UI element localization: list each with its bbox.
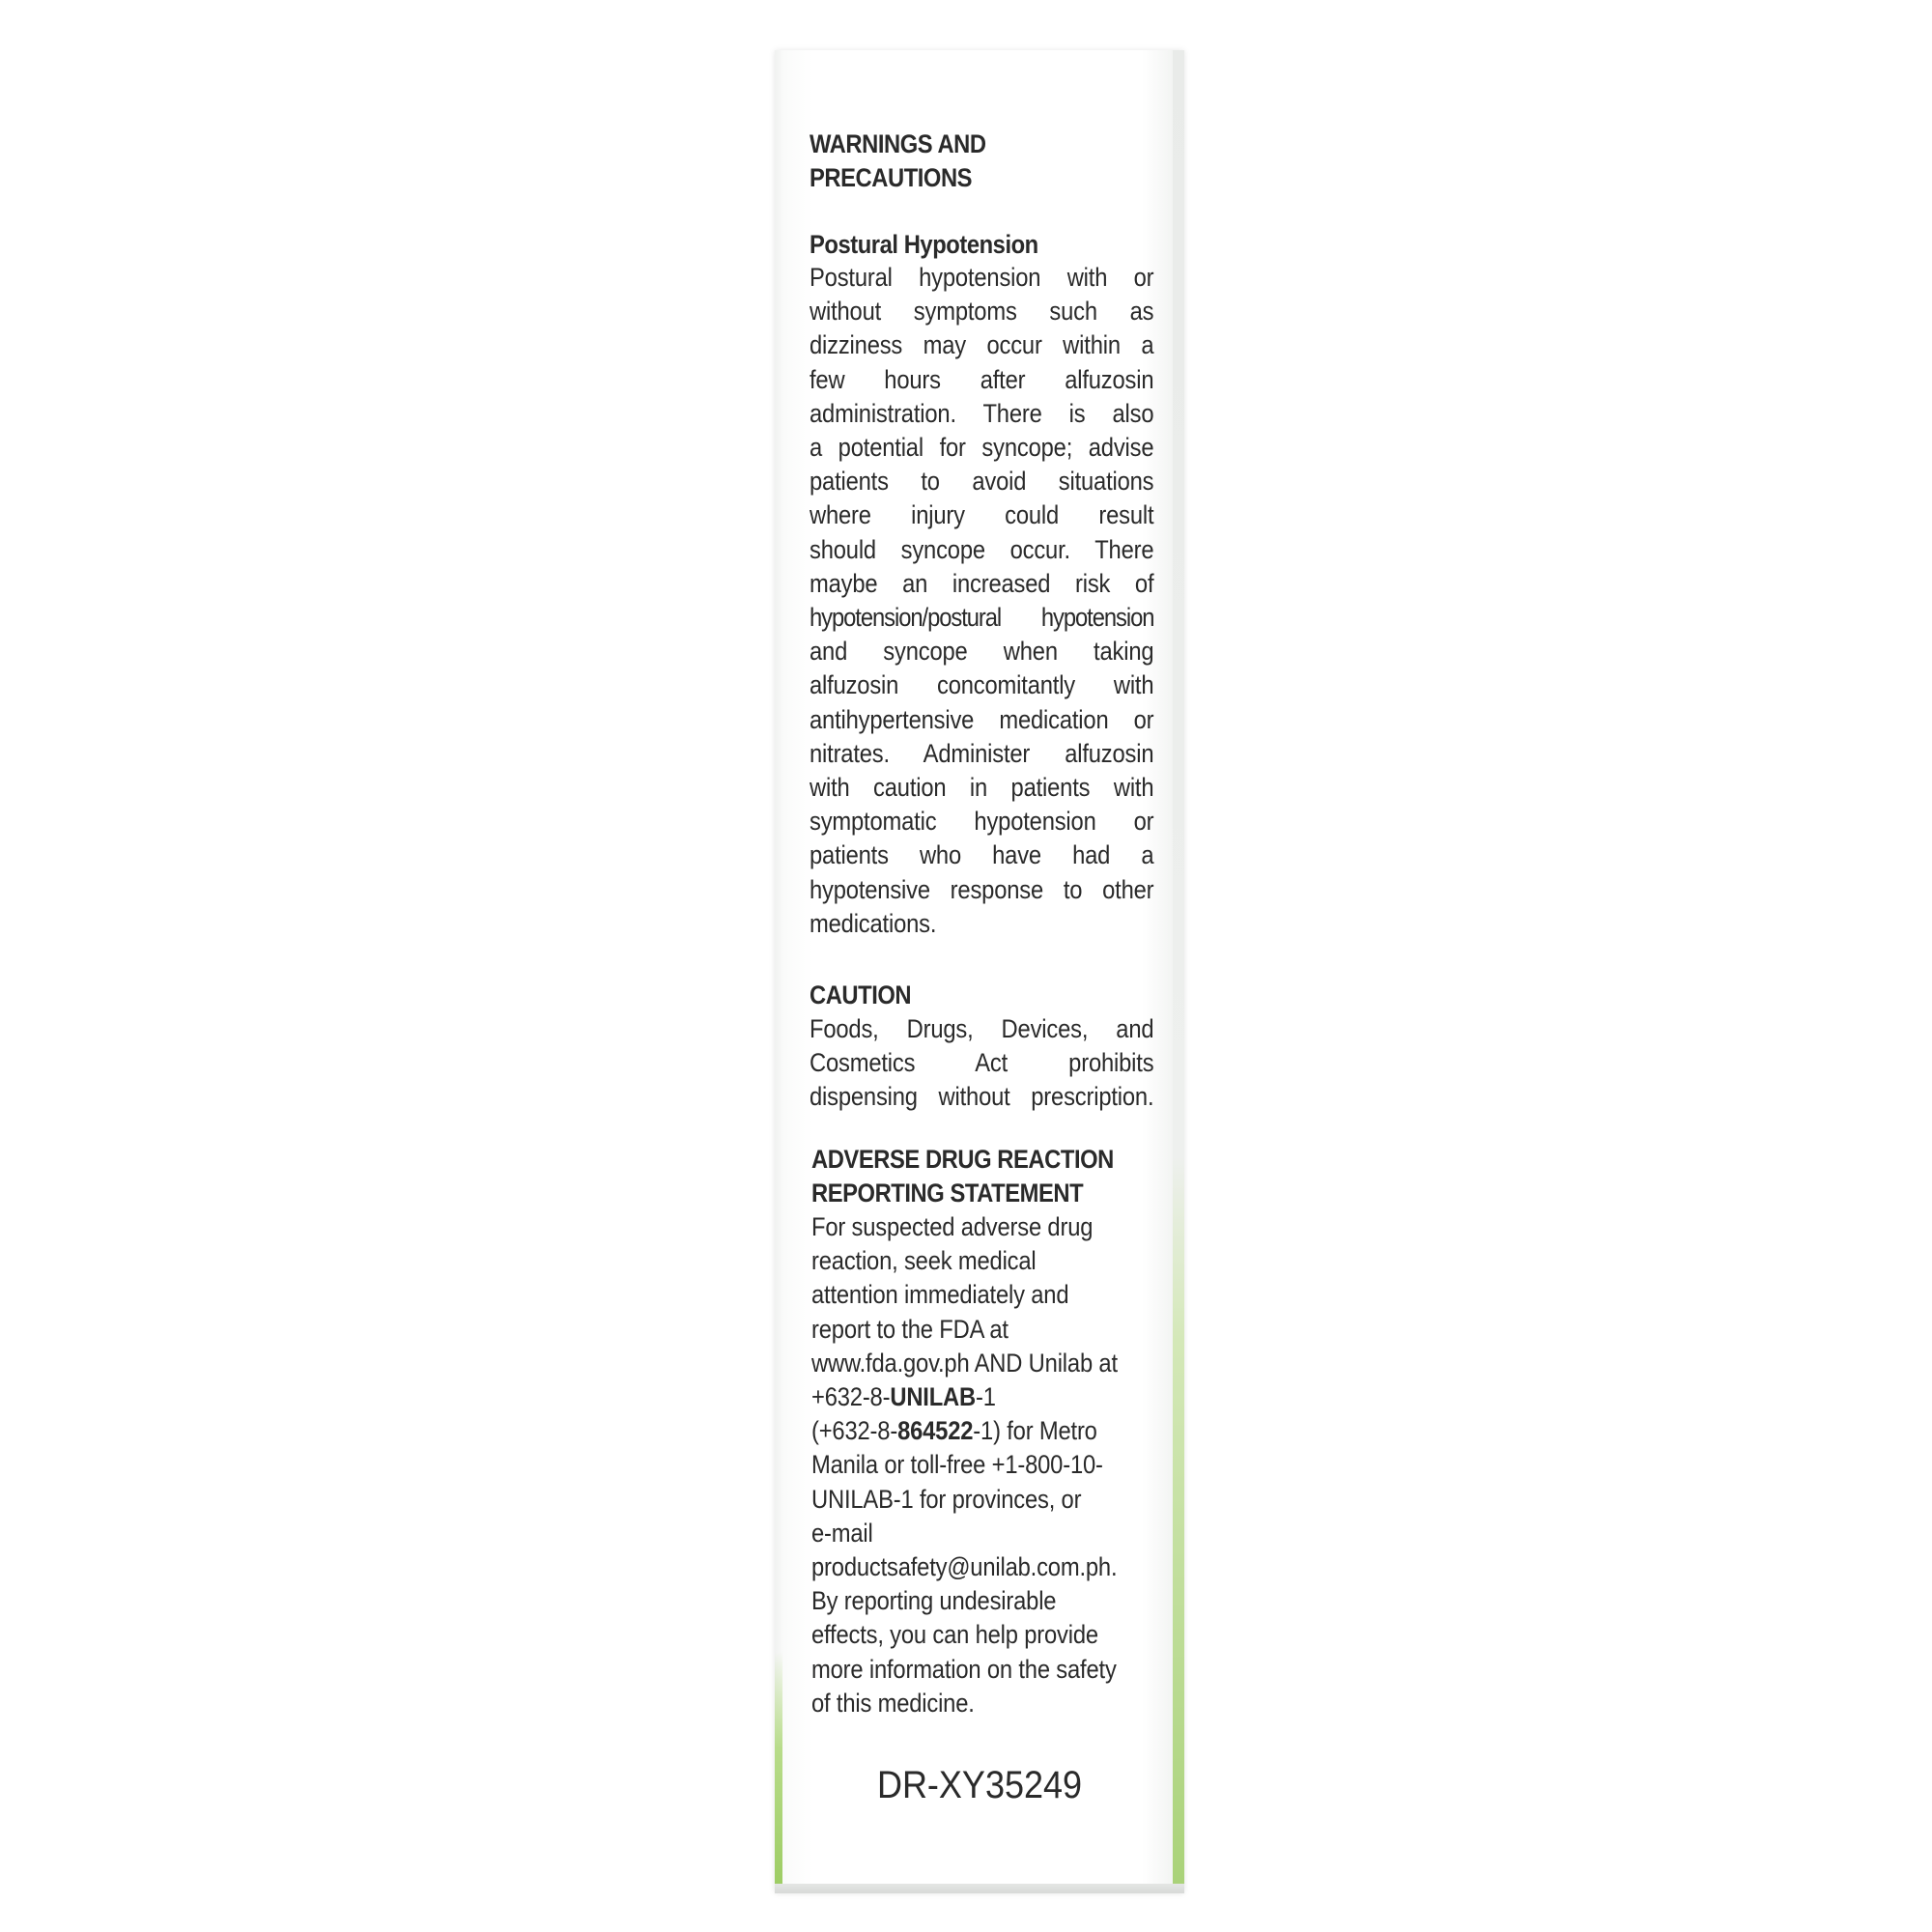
warnings-line: Postural hypotension with or	[810, 263, 1154, 292]
adr-heading	[811, 1143, 1155, 1210]
box-green-accent	[775, 1652, 782, 1893]
warnings-line: symptomatic hypotension or	[810, 807, 1154, 837]
adr-line: report to the FDA at	[811, 1314, 1009, 1344]
adr-phone-suffix: -1	[976, 1382, 996, 1412]
adr-line: more information on the safety	[811, 1654, 1117, 1684]
adr-line: effects, you can help provide	[811, 1620, 1098, 1650]
adr-line: By reporting undesirable	[811, 1586, 1057, 1616]
warnings-line: patients who have had a	[810, 840, 1154, 870]
adr-phone-numeric-suffix: -1) for Metro	[973, 1416, 1097, 1446]
adr-line: Manila or toll-free +1-800-10-	[811, 1450, 1103, 1480]
warnings-line: patients to avoid situations	[810, 467, 1154, 497]
caution-heading: CAUTION	[810, 980, 912, 1009]
warnings-heading	[810, 128, 1153, 195]
warnings-line: and syncope when taking	[810, 637, 1154, 667]
warnings-line: medications.	[810, 908, 937, 938]
adr-body	[811, 1210, 1155, 1720]
warnings-line: maybe an increased risk of	[810, 568, 1154, 598]
caution-line: Cosmetics Act prohibits	[810, 1048, 1154, 1078]
warnings-line: antihypertensive medication or	[810, 704, 1154, 734]
caution-line: Foods, Drugs, Devices, and	[810, 1014, 1154, 1043]
postural-hypotension-subheading: Postural Hypotension	[810, 230, 1038, 259]
adr-phone-line	[811, 1380, 1155, 1414]
caution-body	[810, 1012, 1153, 1115]
adr-line: attention immediately and	[811, 1280, 1069, 1310]
warnings-line: administration. There is also	[810, 398, 1154, 428]
warnings-line: without symptoms such as	[810, 297, 1154, 327]
adr-phone-numeric-prefix: (+632-8-	[811, 1416, 898, 1446]
warnings-body	[810, 261, 1153, 941]
adr-phone-numeric-bold: 864522	[897, 1416, 974, 1446]
adr-line: of this medicine.	[811, 1688, 975, 1718]
box-right-edge	[1173, 50, 1184, 1893]
warnings-heading-line1: WARNINGS AND	[810, 129, 986, 158]
warnings-line: alfuzosin concomitantly with	[810, 670, 1154, 700]
warnings-line: where injury could result	[810, 500, 1154, 530]
box-bottom-edge	[775, 1884, 1184, 1893]
adr-phone-bold: UNILAB	[890, 1382, 977, 1412]
warnings-line: hypotensive response to other	[810, 874, 1154, 904]
warnings-line: with caution in patients with	[810, 773, 1154, 803]
adr-heading-line2: REPORTING STATEMENT	[811, 1179, 1084, 1208]
warnings-line: hypotension/postural hypotension	[810, 603, 1154, 633]
warnings-line: dizziness may occur within a	[810, 330, 1154, 360]
adr-line: e-mail	[811, 1518, 873, 1548]
adr-phone-numeric-line	[811, 1414, 1155, 1448]
warnings-line: a potential for syncope; advise	[810, 433, 1154, 463]
adr-heading-line1: ADVERSE DRUG REACTION	[811, 1145, 1114, 1174]
caution-line: dispensing without prescription.	[810, 1082, 1154, 1112]
warnings-heading-line2: PRECAUTIONS	[810, 163, 973, 192]
adr-line: UNILAB-1 for provinces, or	[811, 1484, 1082, 1514]
warnings-line: should syncope occur. There	[810, 534, 1154, 564]
adr-line: reaction, seek medical	[811, 1246, 1037, 1276]
adr-line: For suspected adverse drug	[811, 1212, 1094, 1241]
adr-line: www.fda.gov.ph AND Unilab at	[811, 1348, 1118, 1378]
adr-email: productsafety@unilab.com.ph.	[811, 1552, 1118, 1582]
registration-number: DR-XY35249	[876, 1764, 1083, 1806]
adr-phone-prefix: +632-8-	[811, 1382, 891, 1412]
warnings-line: nitrates. Administer alfuzosin	[810, 738, 1154, 768]
warnings-line: few hours after alfuzosin	[810, 364, 1154, 394]
